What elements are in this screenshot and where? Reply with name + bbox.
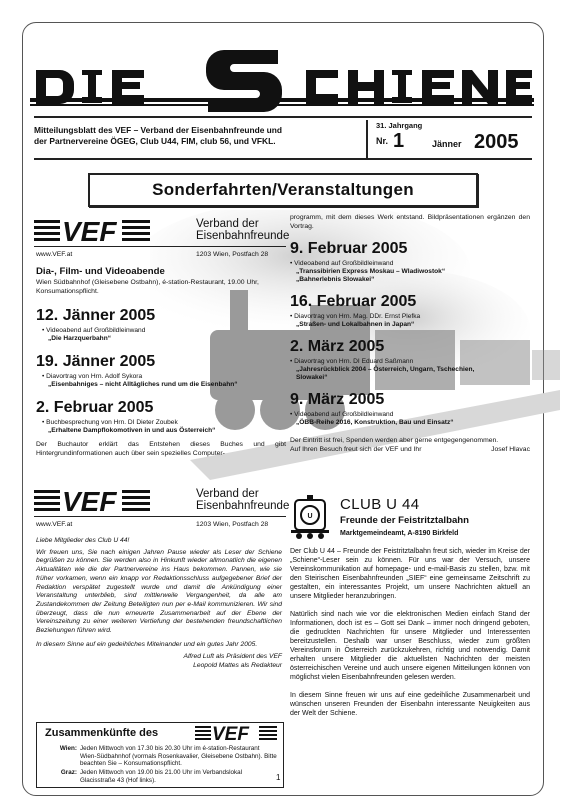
bullet-icon: • bbox=[290, 313, 293, 321]
event-title: „ÖBB-Reihe 2016, Konstruktion, Bau und Einsatz“ bbox=[296, 419, 454, 427]
meetings-box bbox=[36, 722, 284, 788]
masthead-rule bbox=[34, 116, 532, 118]
club-address: Marktgemeindeamt, A-8190 Birkfeld bbox=[340, 530, 459, 537]
event-date: 2. März 2005 bbox=[290, 338, 385, 356]
event-date: 19. Jänner 2005 bbox=[36, 353, 156, 371]
event-date: 2. Februar 2005 bbox=[36, 399, 154, 417]
event-item bbox=[36, 373, 286, 389]
club-paragraph: In diesem Sinne freuen wir uns auf eine gedeihliche Zusammenarbeit und wünschen unseren Freunden der Eisenbahn interessante Neuigkeiten aus der Welt der Schiene. bbox=[290, 692, 530, 717]
left-events-column bbox=[36, 266, 286, 458]
closing-line1: Der Eintritt ist frei, Spenden werden aber gerne entgegengenommen. bbox=[290, 437, 499, 445]
subtitle-line1: Mitteilungsblatt des VEF – Verband der Eisenbahnfreunde und bbox=[34, 125, 283, 135]
section-title-box bbox=[88, 173, 478, 207]
event-title: Slowakei“ bbox=[296, 374, 328, 382]
event-item bbox=[290, 313, 530, 329]
jahrgang: 31. Jahrgang bbox=[376, 121, 423, 130]
bullet-icon: • bbox=[290, 358, 293, 366]
letter-closing: In diesem Sinne auf ein gedeihliches Miteinander und ein gutes Jahr 2005. bbox=[36, 640, 258, 648]
meeting-wien bbox=[43, 745, 277, 768]
meetings-title: Zusammenkünfte des bbox=[45, 727, 159, 739]
bullet-icon: • bbox=[42, 419, 45, 427]
event-item bbox=[290, 411, 530, 427]
page-number: 1 bbox=[276, 773, 281, 782]
right-events-column bbox=[290, 214, 530, 454]
vef-logo-text: VEF bbox=[62, 216, 117, 244]
subtitle-line2: der Partnervereine ÖGEG, Club U44, FIM, club 56, und VFKL. bbox=[34, 136, 276, 146]
vef-website[interactable]: www.VEF.at bbox=[36, 251, 73, 258]
club-u44-locomotive-logo bbox=[287, 494, 333, 540]
club-paragraph: Natürlich sind nach wie vor die elektronischen Medien einfach Stand der Informationen, doch ist es – Gott sei Dank – immer noch dringend geboten, die gedruckten Nachrichten für unsere Mitglieder und Interessenten bereitzustellen. Deshalb war unser Beschluss, wieder zum größten Vereinsforum in Österreich zurückzukehren, richtig und notwendig. Damit erhalten unsere Mitglieder die aktuellsten Nachrichten der meisten österreichischen Vereine und auch unsere eigenen Mitteilungen können von möglichst vielen Eisenbahnfreunden gelesen werden. bbox=[290, 611, 530, 681]
vef-logo-text: VEF bbox=[62, 486, 117, 514]
issue-number: 1 bbox=[393, 130, 405, 152]
vef-address: 1203 Wien, Postfach 28 bbox=[196, 521, 269, 528]
section-title: Sonderfahrten/Veranstaltungen bbox=[152, 180, 414, 199]
vef-logo-text: VEF bbox=[212, 724, 249, 741]
bullet-icon: • bbox=[290, 411, 293, 419]
bullet-icon: • bbox=[290, 260, 293, 268]
vef-logo-icon bbox=[34, 216, 150, 244]
vef-name-line1: Verband der bbox=[196, 488, 259, 500]
event-line: Diavortrag von Hrn. Adolf Sykora bbox=[46, 373, 143, 381]
event-title: „Jahresrückblick 2004 – Österreich, Ungarn, Tschechien, bbox=[296, 366, 475, 374]
signature: Josef Hlavac bbox=[491, 445, 530, 453]
subtitle-rule bbox=[34, 158, 532, 160]
closing-line2: Auf Ihren Besuch freut sich der VEF und Ihr bbox=[290, 445, 422, 453]
meeting-label: Wien: bbox=[59, 745, 77, 752]
event-closing-text: Der Buchautor erklärt das Entstehen dieses Buches und gibt Hintergrundinformationen auch über sein spezielles Computer- bbox=[36, 441, 286, 457]
event-item bbox=[36, 327, 286, 343]
event-item bbox=[36, 419, 286, 435]
issue-year: 2005 bbox=[474, 131, 519, 153]
event-title: „Erhaltene Dampflokomotiven in und aus Österreich“ bbox=[48, 427, 216, 435]
subtitle bbox=[34, 125, 364, 147]
vef-rule bbox=[34, 246, 286, 247]
vef-logo-icon bbox=[34, 486, 150, 514]
event-date: 9. Februar 2005 bbox=[290, 240, 408, 258]
event-line: Diavortrag von Hrn. Mag. DDr. Ernst Plefka bbox=[294, 313, 421, 321]
vef-rule bbox=[34, 516, 286, 517]
vef-name-line2: Eisenbahnfreunde bbox=[196, 230, 290, 242]
meeting-graz bbox=[43, 769, 277, 784]
bullet-icon: • bbox=[42, 327, 45, 335]
continuation-text: programm, mit dem dieses Werk entstand. Bildpräsentationen ergänzen den Vortrag. bbox=[290, 214, 530, 230]
svg-text:U: U bbox=[307, 513, 313, 520]
event-line: Videoabend auf Großbildleinwand bbox=[294, 260, 394, 268]
club-name: CLUB U 44 bbox=[340, 496, 420, 513]
letter-salutation: Liebe Mitglieder des Club U 44! bbox=[36, 537, 130, 544]
vef-name-line2: Eisenbahnfreunde bbox=[196, 500, 290, 512]
event-title: „Straßen- und Lokalbahnen in Japan“ bbox=[296, 321, 415, 329]
vef-name bbox=[196, 488, 289, 512]
event-title: „Transsibirien Express Moskau – Wladiwostok“ bbox=[296, 268, 446, 276]
masthead-logo bbox=[30, 40, 534, 120]
event-title: „Die Harzquerbahn“ bbox=[48, 335, 112, 343]
vef-name-line1: Verband der bbox=[196, 218, 259, 230]
event-title: „Bahnerlebnis Slowakei“ bbox=[296, 276, 375, 284]
vef-logo-icon bbox=[195, 723, 277, 741]
intro-text: Wien Südbahnhof (Gleisebene Ostbahn), é-station-Restaurant, 19.00 Uhr, Konsumationspflicht. bbox=[36, 279, 259, 295]
bullet-icon: • bbox=[42, 373, 45, 381]
meeting-label: Graz: bbox=[60, 769, 77, 776]
subtitle-divider bbox=[366, 120, 368, 158]
event-title: „Eisenbahniges – nicht Alltägliches rund um die Eisenbahn“ bbox=[48, 381, 238, 389]
event-line: Diavortrag von Hrn. DI Eduard Saßmann bbox=[294, 358, 414, 366]
vef-address: 1203 Wien, Postfach 28 bbox=[196, 251, 269, 258]
meeting-text: Jeden Mittwoch von 17.30 bis 20.30 Uhr im é-station-Restaurant Wien-Südbahnhof (vormals Rosenkavalier, Gleisebene Ostbahn). Bitte beachten Sie – Konsumationspflicht. bbox=[80, 745, 277, 768]
letter bbox=[36, 537, 282, 671]
event-date: 12. Jänner 2005 bbox=[36, 307, 156, 325]
event-date: 16. Februar 2005 bbox=[290, 293, 417, 311]
club-paragraph: Der Club U 44 – Freunde der Feistritztalbahn freut sich, wieder im Kreise der „Schiene“-Leser sein zu können. Für uns war der Versuch, unsere Vereinskommunikation auf homepage- und e-mail-Basis zu stellen, bzw. mit den Steirischen Eisenbahnfreunden „SIEF“ eine gemeinsame Zeitschrift zu gestalten, ein interessantes Projekt, um unsere Nachrichten aktuell an unsere Mitglieder heranzubringen. bbox=[290, 548, 530, 600]
vef-website[interactable]: www.VEF.at bbox=[36, 521, 73, 528]
event-item bbox=[290, 260, 530, 284]
club-text bbox=[290, 547, 530, 718]
die-schiene-logo bbox=[30, 40, 534, 120]
issue-label: Nr. bbox=[376, 136, 389, 146]
intro-title: Dia-, Film- und Videoabende bbox=[36, 266, 165, 277]
vef-name bbox=[196, 218, 289, 242]
meeting-text: Jeden Mittwoch von 19.00 bis 21.00 Uhr im Verbandslokal Glacisstraße 43 (Hof links). bbox=[80, 769, 243, 784]
event-line: Videoabend auf Großbildleinwand bbox=[294, 411, 394, 419]
club-subtitle: Freunde der Feistritztalbahn bbox=[340, 515, 470, 526]
event-line: Buchbesprechung von Hrn. DI Dieter Zoubek bbox=[46, 419, 178, 427]
event-date: 9. März 2005 bbox=[290, 391, 385, 409]
event-item bbox=[290, 358, 530, 382]
letter-sig1: Alfred Luft als Präsident des VEF bbox=[183, 653, 282, 661]
letter-sig2: Leopold Mattes als Redakteur bbox=[193, 662, 282, 670]
closing-line2-row bbox=[290, 446, 530, 455]
event-line: Videoabend auf Großbildleinwand bbox=[46, 327, 146, 335]
letter-body: Wir freuen uns, Sie nach einigen Jahren Pause wieder als Leser der Schiene begrüßen zu können. Sie werden also in Hinkunft wieder allmonatlich die eigenen Aktualitäten wie die der Partnervereine ins Haus bekommen. Pannen, wie sie früher vorkamen, wenn ein knapp vor Redaktionsschluss aufgegebener Brief der Redaktion verspätet zugestellt wurde und damit die Ankündigung einer Veranstaltung unterblieb, sind mittlerweile Vergangenheit, da alle am Zustandekommen der Zeitung Beteiligten nun per e-Mail kommunizieren. Wir sind überzeugt, dass die nun erneuerte Zusammenarbeit auf der Ebene der Vereinszeitung zu einer weiteren Vertiefung der bestehenden freundschaftlichen Beziehungen führen wird. bbox=[36, 548, 282, 635]
issue-month: Jänner bbox=[432, 139, 462, 149]
